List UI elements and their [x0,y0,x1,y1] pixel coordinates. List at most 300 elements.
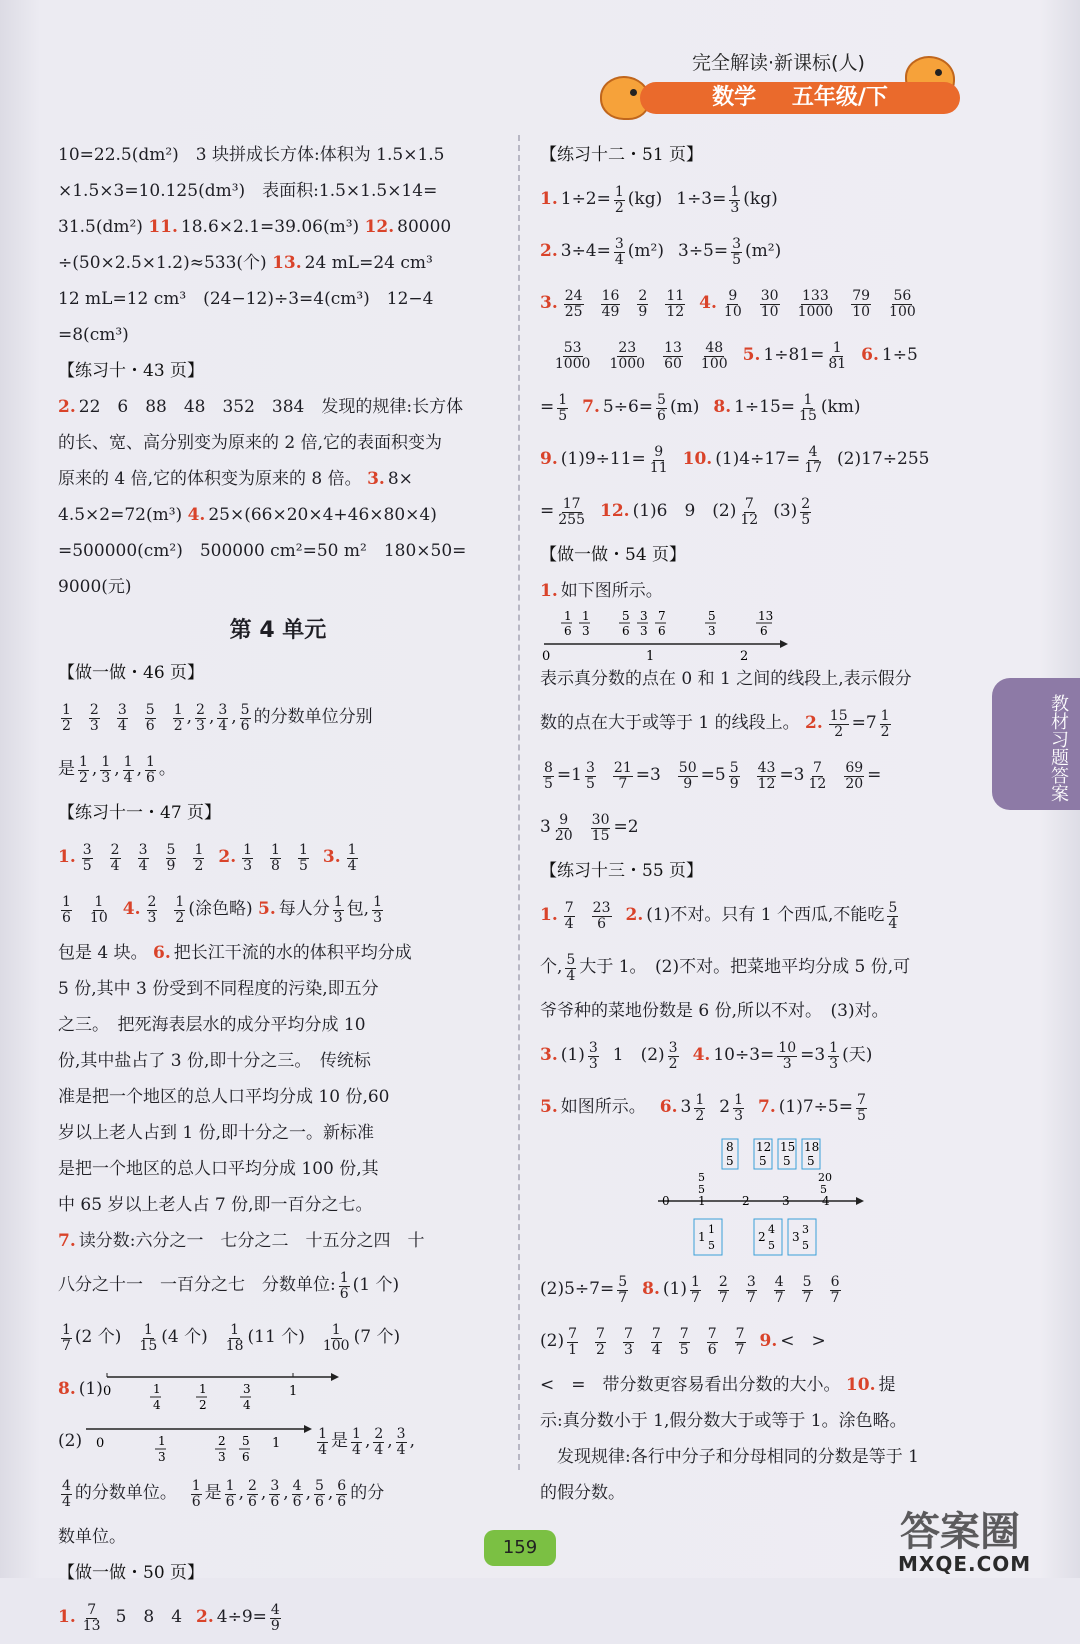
question-number: 5. [540,1097,558,1118]
question-number: 3. [540,1045,558,1066]
fraction: 1 8 [271,841,280,874]
fraction-line [58,1260,498,1312]
text: 大于 1。 (2)不对。把菜地平均分成 5 份,可 [579,957,911,978]
text: =3 [635,765,661,786]
svg-text:1: 1 [288,1384,298,1399]
fraction: 1 2 [695,1091,705,1124]
svg-text:2: 2 [218,1434,226,1448]
fraction: 13 60 [664,339,682,372]
fraction-line [58,832,498,884]
watermark [870,1500,1070,1574]
text-line [58,936,498,972]
fraction-line [58,1592,498,1644]
svg-text:2: 2 [758,1230,766,1244]
fraction-line [540,434,980,486]
svg-text:6: 6 [564,624,572,638]
text: 1÷15= [734,397,796,418]
fraction: 1 3 [243,841,253,874]
fraction: 53 1000 [554,339,591,372]
question-number: 7. [582,397,600,418]
svg-text:3: 3 [782,1194,790,1208]
svg-text:20: 20 [818,1171,832,1184]
fraction: $\frac{3}{5}$ [732,235,742,268]
fraction: 1 3 [333,893,343,926]
text: 是 [331,1431,349,1452]
text: 的分数单位分别 [253,707,373,728]
svg-text:6: 6 [622,624,630,638]
grade: 五年级/下 [791,85,888,110]
fraction: 7 3 [623,1325,633,1358]
fraction: 1 100 [322,1321,350,1354]
fraction: 1 3 [101,753,111,786]
fraction: $\frac{5}{6}$ [657,391,666,424]
fraction: 23 1000 [609,339,646,372]
fraction: 9 10 [723,287,742,320]
fraction: 7 7 [735,1325,745,1358]
text: (1)9÷11= [560,449,646,470]
text: 提 [878,1375,896,1396]
fraction: 4 7 [774,1273,784,1306]
number-line-row: (2) 0 1 3 2 3 5 6 1 1 4 是 1 4 , 2 4 , 3 4 , [58,1416,498,1468]
fraction-line [540,890,980,942]
number-line-diagram [658,1135,868,1263]
svg-text:4: 4 [242,1398,251,1412]
svg-text:1: 1 [708,1223,715,1236]
text: (11 个) [247,1327,305,1348]
fraction-line [540,942,980,994]
fraction: 1 10 [89,893,108,926]
fraction: 1 4 [352,1425,361,1458]
fraction: $\frac{21}{7}$ [613,759,632,792]
text: 18.6×2.1=39.06(m³) [180,217,360,238]
fraction: 7 6 [707,1325,717,1358]
svg-text:6: 6 [760,624,768,638]
text: 25×(66×20×4+46×80×4) [208,505,437,526]
question-number: 4. [122,899,141,920]
text-line: 份,其中盐占了 3 份,即十分之三。 传统标 [58,1051,371,1072]
question-number: 2. [196,1607,214,1628]
text: (4 个) [161,1327,208,1348]
number-line-row [58,1364,498,1416]
fraction: 30 15 [591,811,610,844]
text: (kg) [743,189,778,210]
fraction-line [58,884,498,936]
text: 1÷5 [881,345,918,366]
text-line: 的长、宽、高分别变为原来的 2 倍,它的表面积变为 [58,433,443,454]
watermark-logo: 答案圈 [900,1509,1020,1555]
svg-text:7: 7 [658,609,666,623]
text: (m) [669,397,700,418]
text: ÷(50×2.5×1.2)≈533(个) [58,253,267,274]
fraction-line [540,226,980,278]
text: 4÷9= [216,1607,267,1628]
fraction: 1 6 [225,1477,235,1510]
subject: 数学 [712,85,757,110]
fraction-line [540,330,980,382]
svg-text:8: 8 [726,1140,734,1154]
text: 把长江干流的水的体积平均分成 [173,943,412,964]
text: (kg) [627,189,663,210]
text: 如下图所示。 [560,581,663,602]
fraction: 3 3 [588,1039,598,1072]
fraction: 1 3 [373,893,383,926]
question-number: 3. [322,847,341,868]
text-line: 表示真分数的点在 0 和 1 之间的线段上,表示假分 [540,669,912,690]
svg-text:5: 5 [759,1154,767,1168]
number-line-diagram [103,1367,343,1413]
svg-text:5: 5 [768,1239,775,1252]
text-line: ×1.5×3=10.125(dm³) 表面积:1.5×1.5×14= [58,181,438,202]
column-divider [518,135,520,1470]
svg-text:0: 0 [662,1194,670,1208]
fraction: 6 7 [830,1273,840,1306]
text: 读分数:六分之一 七分之二 十五分之四 十 [78,1231,425,1252]
fraction: 1 7 [62,1321,71,1354]
question-number: 2. [58,397,76,418]
fraction: 69 20 [845,759,864,792]
fraction-line [540,278,980,330]
fraction: 7 4 [564,899,574,932]
watermark-url: MXQE.COM [898,1552,1032,1576]
page-number: 159 [484,1530,556,1566]
text: (1)6 9 (2) [632,501,737,522]
text: (7 个) [353,1327,401,1348]
text-line [540,1368,980,1404]
fraction: 79 10 [852,287,871,320]
fraction: 9 20 [554,811,573,844]
svg-text:6: 6 [242,1450,250,1464]
text: 80000 [397,217,452,238]
text: (m²) [745,241,782,262]
fraction: $\frac{1}{2}$ [614,183,624,216]
fraction: $\frac{5}{7}$ [618,1273,628,1306]
svg-text:12: 12 [756,1140,772,1154]
question-number: 9. [540,449,558,470]
header [0,0,1080,130]
fraction: 5 7 [802,1273,812,1306]
fraction: $\frac{10}{3}$ [778,1039,797,1072]
question-number: 3. [367,469,385,490]
fraction: 3 4 [117,701,127,734]
question-number: 1. [540,189,558,210]
fraction: 2 3 [89,701,99,734]
svg-text:1: 1 [152,1382,161,1396]
fraction: 1 3 [734,1091,743,1124]
svg-text:3: 3 [802,1223,809,1236]
fraction: 1 2 [62,701,71,734]
text: 8× [387,469,413,490]
svg-text:5: 5 [726,1154,734,1168]
fraction: 43 12 [757,759,776,792]
svg-text:2: 2 [198,1398,207,1412]
svg-text:4: 4 [822,1194,830,1208]
fraction: 3 7 [746,1273,756,1306]
text: (涂色略) [188,899,253,920]
svg-text:13: 13 [758,609,774,623]
svg-text:5: 5 [708,1239,715,1252]
question-number: 1. [58,847,76,868]
fraction-line [540,1316,980,1368]
fraction-line: = 1 5 7. 5÷6= $\frac{5}{6}$ (m) 8. 1÷15= $\frac{1}{15}$ (km) [540,391,861,424]
right-column [540,138,980,1512]
svg-text:5: 5 [802,1239,809,1252]
fraction: 7 12 [808,759,827,792]
fraction-line: 8 5 =1 3 5 $\frac{21}{7}$ =3 50 9 =5 5 9 43 12 =3 7 12 69 20 = [544,759,882,792]
text: (1 个) [352,1275,400,1296]
text-line: 10=22.5(dm²) 3 块拼成长方体:体积为 1.5×1.5 [58,145,445,166]
svg-text:15: 15 [780,1140,796,1154]
fraction: 5 4 [888,899,898,932]
section-heading: 【练习十三・55 页】 [540,861,704,882]
text: 3÷4= [560,241,611,262]
text: 22 6 88 48 352 384 发现的规律:长方体 [78,397,464,418]
svg-text:6: 6 [658,624,666,638]
fraction: 133 1000 [797,287,834,320]
text: (3) [773,501,798,522]
svg-text:1: 1 [698,1194,706,1208]
text-line: 爷爷种的菜地份数是 6 份,所以不对。 (3)对。 [540,1001,889,1022]
fraction: 7 4 [651,1325,661,1358]
section-heading: 【练习十一・47 页】 [58,803,222,824]
fraction: $\frac{4}{17}$ [804,443,823,476]
fraction: 1 6 [339,1269,349,1302]
fraction: 1 15 [139,1321,158,1354]
svg-text:4: 4 [768,1223,775,1236]
text: 。 [158,759,176,780]
text-line: 的假分数。 [540,1483,625,1504]
fraction: 5 9 [729,759,739,792]
question-number: 2. [540,241,558,262]
fraction-line: 3 9 20 30 15 =2 [540,811,639,844]
question-number: 12. [364,217,395,238]
text-line: 岁以上老人占到 1 份,即十分之一。新标准 [58,1123,375,1144]
svg-text:5: 5 [698,1171,705,1184]
section-heading: 【做一做・54 页】 [540,545,687,566]
text: 每人分 [278,899,330,920]
fraction: 1 18 [225,1321,244,1354]
svg-text:3: 3 [640,609,648,623]
text: (2)17÷255 [837,449,930,470]
fraction-line: 数的点在大于或等于 1 的线段上。 2. 15 2 =7 1 2 [540,707,890,740]
text: 1÷3= [676,189,727,210]
fraction-line: 1 2 2 3 3 4 5 6 1 2 , 2 3 , 3 4 , 5 6 的分数单位分别 [62,701,373,734]
left-column [58,138,498,1644]
question-number: 13. [272,253,302,274]
text: 4.5×2=72(m³) [58,505,183,526]
question-number: 7. [758,1097,776,1118]
fraction: 1 5 [558,391,568,424]
text-line: 数单位。 [58,1527,126,1548]
fraction: 1 2 [173,701,183,734]
svg-text:5: 5 [783,1154,791,1168]
text: 数的点在大于或等于 1 的线段上。 [540,713,800,734]
fraction: 1 6 [191,1477,201,1510]
fraction: 3 4 [396,1425,406,1458]
text: (2)5÷7= [540,1279,615,1300]
fraction: 7 2 [596,1325,605,1358]
svg-text:3: 3 [582,624,590,638]
unit-title: 第 4 单元 [229,618,327,644]
svg-text:3: 3 [708,624,716,638]
question-number: 5. [258,899,276,920]
text: (1)不对。只有 1 个西瓜,不能吃 [646,905,885,926]
text: 八分之十一 一百分之七 分数单位: [58,1275,336,1296]
question-number: 6. [659,1097,678,1118]
question-number: 4. [699,293,717,314]
text-line: 示:真分数小于 1,假分数大于或等于 1。涂色略。 [540,1411,907,1432]
section-heading: 【练习十二・51 页】 [540,145,704,166]
svg-text:4: 4 [152,1398,161,1412]
fraction: 2 9 [638,287,648,320]
svg-text:1: 1 [646,649,655,664]
svg-text:3: 3 [218,1450,226,1464]
fraction: 3 2 [668,1039,678,1072]
fraction: 48 100 [700,339,728,372]
fraction: 3 5 [82,841,92,874]
text: 是 [204,1483,222,1504]
fraction: 1 3 [829,1039,839,1072]
fraction: 1 2 [194,841,204,874]
question-number: 7. [58,1231,76,1252]
text: 包是 4 块。 [58,943,148,964]
text-line [58,462,498,498]
text-line [540,574,980,610]
fraction: 50 9 [678,759,697,792]
text-line: 发现规律:各行中分子和分母相同的分数是等于 1 [540,1447,919,1468]
text: (m²) [627,241,664,262]
question-number: 1. [540,905,558,926]
svg-text:5: 5 [698,1183,705,1196]
question-number: 6. [861,345,879,366]
text: 3÷5= [678,241,729,262]
fraction: 11 12 [666,287,685,320]
fraction: 16 49 [601,287,620,320]
text: 的分 [350,1483,385,1504]
text-line: 9000(元) [58,577,132,598]
fraction: $\frac{1}{81}$ [828,339,847,372]
fraction: 1 6 [62,893,71,926]
svg-text:1: 1 [698,1230,706,1244]
question-number: 8. [642,1279,660,1300]
question-number: 1. [58,1607,76,1628]
fraction: 4 4 [62,1477,71,1510]
fraction: 6 6 [337,1477,347,1510]
text: 10÷3= [713,1045,775,1066]
fraction: $\frac{1}{3}$ [730,183,740,216]
svg-text:0: 0 [542,649,551,664]
question-number: 4. [692,1045,711,1066]
svg-text:3: 3 [158,1450,166,1464]
fraction-line [58,1312,498,1364]
text: (2 个) [74,1327,122,1348]
fraction: 5 6 [145,701,155,734]
text-line: 是把一个地区的总人口平均分成 100 份,其 [58,1159,379,1180]
fraction: $\frac{9}{11}$ [649,443,668,476]
fraction: 3 4 [138,841,148,874]
text: (2) [540,1331,565,1352]
svg-text:0: 0 [96,1436,105,1451]
fraction: 2 3 [196,701,205,734]
text: (1) [662,1279,687,1300]
fraction-line: 是 1 2 , 1 3 , 1 4 , 1 6 。 [58,753,176,786]
fraction: 15 2 [829,707,848,740]
text: 是 [58,759,75,780]
text-line: 准是把一个地区的总人口平均分成 10 份,60 [58,1087,390,1108]
text: 5÷6= [602,397,654,418]
question-number: 2. [625,905,644,926]
number-line-diagram [540,608,800,664]
fraction: 5 4 [566,951,576,984]
text-line [58,246,498,282]
fraction: 2 4 [374,1425,384,1458]
diagram-row [540,1134,980,1264]
svg-text:5: 5 [622,609,630,623]
question-number: 10. [682,449,713,470]
svg-text:5: 5 [708,609,716,623]
text-line [58,498,498,534]
text: 1÷81= [763,345,825,366]
svg-text:2: 2 [742,1194,750,1208]
svg-text:1: 1 [582,609,590,623]
question-number: 2. [805,713,823,734]
svg-text:1: 1 [564,609,572,623]
fraction: 7 5 [679,1325,689,1358]
question-number: 12. [599,501,630,522]
text: (2) [58,1431,83,1452]
svg-text:1: 1 [198,1382,207,1396]
fraction: 2 4 [110,841,120,874]
text: 个, [540,957,563,978]
text-line: 中 65 岁以上老人占 7 份,即一百分之七。 [58,1195,373,1216]
fraction: 1 4 [318,1425,328,1458]
subject-banner [640,82,960,114]
text-line: 12 mL=12 cm³ (24−12)÷3=4(cm³) 12−4 [58,289,434,310]
fraction: 7 12 [740,495,759,528]
svg-text:0: 0 [102,1384,112,1399]
fraction: $\frac{1}{15}$ [799,391,817,424]
fraction: 3 5 [585,759,595,792]
fraction: 5 6 [240,701,250,734]
fraction: 17 255 [558,495,585,528]
section-heading: 【做一做・50 页】 [58,1563,205,1584]
text: 1 (2) [612,1045,665,1066]
text: 的分数单位。 [74,1483,177,1504]
fraction-line [540,1264,980,1316]
text: 5 8 4 [115,1607,183,1628]
question-number: 8. [58,1379,76,1400]
svg-text:2: 2 [740,649,749,664]
fraction: 1 4 [123,753,133,786]
fraction: 23 6 [592,899,611,932]
text-line [58,1224,498,1260]
section-heading: 【做一做・46 页】 [58,663,205,684]
text: (1) [560,1045,585,1066]
question-number: 10. [845,1375,876,1396]
fraction: 2 5 [801,495,811,528]
fraction: 7 1 [568,1325,578,1358]
fraction: 5 9 [166,841,176,874]
fraction: $\frac{4}{9}$ [270,1601,280,1634]
fraction: 1 2 [880,707,890,740]
fraction-line: 3. (1) 3 3 1 (2) 3 2 4. 10÷3= $\frac{10}{3}$ =3 1 3 (天) [540,1039,873,1072]
question-number: 8. [713,397,732,418]
fraction-line: = 17 255 12. (1)6 9 (2) 7 12 (3) 2 5 [540,495,811,528]
text: < > [780,1331,826,1352]
svg-text:3: 3 [792,1230,800,1244]
fraction-line: 4 4 的分数单位。 1 6 是 1 6 , 2 6 , 3 6 , 4 6 , 5 6 , 6 6 的分 [62,1477,385,1510]
fraction: $\frac{7}{5}$ [856,1091,866,1124]
fraction: 1 5 [298,841,308,874]
